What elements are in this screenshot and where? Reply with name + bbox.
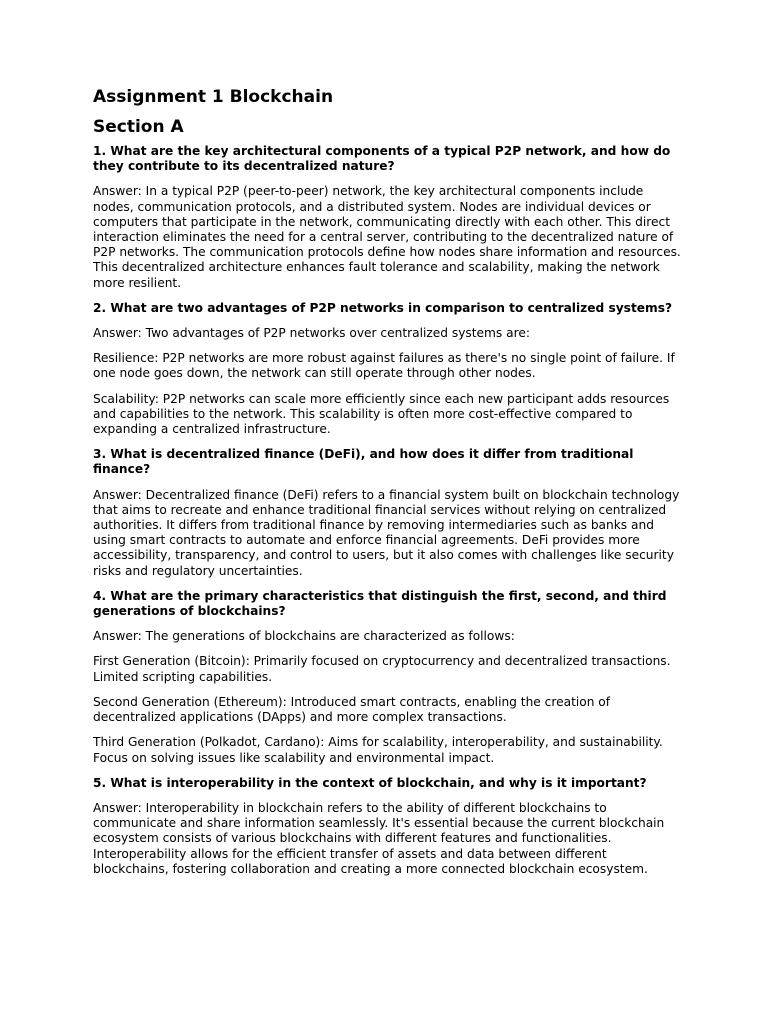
question-heading: 4. What are the primary characteristics that distinguish the first, second, and third generations of blockchains? [93,588,667,619]
question-heading: 2. What are two advantages of P2P networks in comparison to centralized systems? [93,300,673,315]
section-title: Section A [93,117,184,137]
answer-paragraph: Third Generation (Polkadot, Cardano): Aims for scalability, interoperability, and sustainability. Focus on solving issues like scalability and environmental impact. [93,735,663,765]
answer-paragraph: Resilience: P2P networks are more robust against failures as there's no single point of failure. If one node goes down, the network can still operate through other nodes. [93,351,675,381]
answer-paragraph: First Generation (Bitcoin): Primarily focused on cryptocurrency and decentralized transactions. Limited scripting capabilities. [93,654,671,684]
question-block-4 [93,589,683,766]
answer-paragraph: Answer: Decentralized finance (DeFi) refers to a financial system built on blockchain technology that aims to recreate and enhance traditional financial services without relying on centralized authorities. It differs from traditional finance by removing intermediaries such as banks and using smart contracts to automate and enforce financial agreements. DeFi provides more accessibility, transparency, and control to users, but it also comes with challenges like security risks and regulatory uncertainties. [93,487,680,578]
question-block-2 [93,301,683,437]
answer-paragraph: Second Generation (Ethereum): Introduced smart contracts, enabling the creation of decentralized applications (DApps) and more complex transactions. [93,694,611,725]
question-block-1 [93,144,683,291]
document-title: Assignment 1 Blockchain [93,87,334,107]
question-heading: 5. What is interoperability in the context of blockchain, and why is it important? [93,775,647,790]
question-block-5 [93,776,683,877]
answer-paragraph: Answer: In a typical P2P (peer-to-peer) network, the key architectural components include nodes, communication protocols, and a distributed system. Nodes are individual devices or computers that participate in the network, communicating directly with each other. This direct interaction eliminates the need for a central server, contributing to the decentralized nature of P2P networks. The communication protocols define how nodes share information and resources. This decentralized architecture enhances fault tolerance and scalability, making the network more resilient. [93,184,681,290]
question-heading: 3. What is decentralized finance (DeFi), and how does it differ from traditional finance? [93,447,634,477]
question-block-3 [93,447,683,579]
answer-paragraph: Answer: Two advantages of P2P networks over centralized systems are: [93,326,530,341]
document-page [93,86,683,887]
answer-paragraph: Answer: Interoperability in blockchain refers to the ability of different blockchains to communicate and share information seamlessly. It's essential because the current blockchain ecosystem consists of various blockchains with different features and functionalities. Interoperability allows for the efficient transfer of assets and data between different blockchains, fostering collaboration and creating a more connected blockchain ecosystem. [93,800,665,876]
answer-paragraph: Scalability: P2P networks can scale more efficiently since each new participant adds resources and capabilities to the network. This scalability is often more cost-effective compared to expanding a centralized infrastructure. [93,391,670,437]
question-heading: 1. What are the key architectural components of a typical P2P network, and how do they contribute to its decentralized nature? [93,144,671,174]
answer-paragraph: Answer: The generations of blockchains are characterized as follows: [93,629,515,644]
